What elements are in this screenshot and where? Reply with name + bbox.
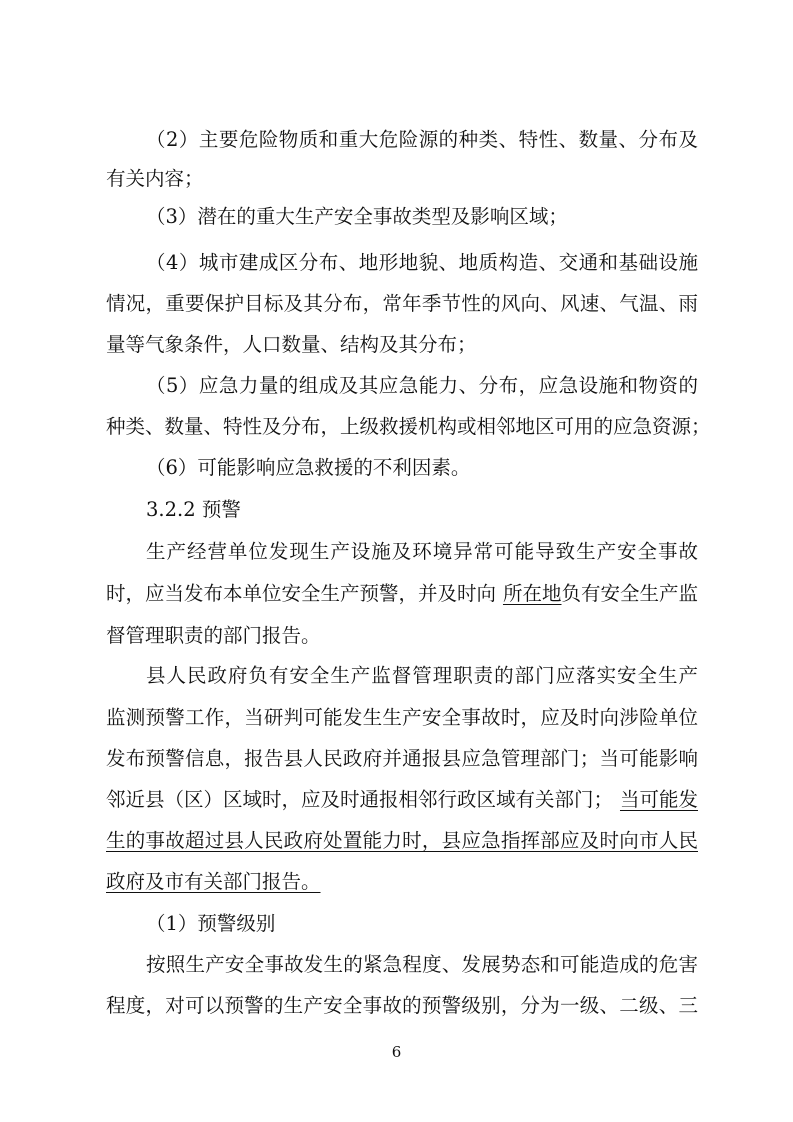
text-line: 生产经营单位发现生产设施及环境异常可能导致生产安全事故 bbox=[146, 540, 698, 563]
text-line: （5）应急力量的组成及其应急能力、分布，应急设施和物资的 bbox=[146, 374, 698, 397]
underlined-text: 所在地 bbox=[502, 582, 562, 605]
underlined-text-line bbox=[106, 868, 321, 896]
text-line: 发布预警信息，报告县人民政府并通报县应急管理部门；当可能影响 bbox=[106, 747, 698, 770]
text-line: 按照生产安全事故发生的紧急程度、发展势态和可能造成的危害 bbox=[146, 953, 698, 976]
text-line: （3）潜在的重大生产安全事故类型及影响区域； bbox=[146, 205, 568, 228]
section-heading: 3.2.2 预警 bbox=[146, 498, 241, 521]
text-line: （6）可能影响应急救援的不利因素。 bbox=[146, 456, 471, 479]
text-segment: 负有安全生产监 bbox=[561, 582, 698, 605]
text-line bbox=[106, 580, 698, 608]
underlined-text: 政府及市有关部门报告。 bbox=[106, 870, 321, 893]
text-line: 种类、数量、特性及分布，上级救援机构或相邻地区可用的应急资源； bbox=[106, 415, 711, 438]
text-line: 监测预警工作，当研判可能发生生产安全事故时，应及时向涉险单位 bbox=[106, 706, 698, 729]
text-line: 量等气象条件，人口数量、结构及其分布； bbox=[106, 333, 477, 356]
underlined-text-line: 生的事故超过县人民政府处置能力时，县应急指挥部应及时向市人民 bbox=[106, 829, 698, 852]
text-line: （4）城市建成区分布、地形地貌、地质构造、交通和基础设施 bbox=[146, 251, 698, 274]
text-segment: 时，应当发布本单位安全生产预警，并及时向 bbox=[106, 582, 497, 605]
text-line: 督管理职责的部门报告。 bbox=[106, 624, 321, 647]
text-segment: 邻近县（区）区域时，应及时通报相邻行政区域有关部门； bbox=[106, 788, 614, 811]
subheading-warning-level: （1）预警级别 bbox=[146, 912, 276, 935]
underlined-text: 当可能发 bbox=[619, 788, 698, 811]
text-line: （2）主要危险物质和重大危险源的种类、特性、数量、分布及 bbox=[146, 128, 698, 151]
text-line: 情况，重要保护目标及其分布，常年季节性的风向、风速、气温、雨 bbox=[106, 292, 698, 315]
text-line bbox=[106, 786, 698, 814]
text-line: 有关内容； bbox=[106, 167, 204, 190]
page-number: 6 bbox=[391, 1043, 402, 1061]
text-line: 程度，对可以预警的生产安全事故的预警级别，分为一级、二级、三 bbox=[106, 994, 698, 1017]
text-line: 县人民政府负有安全生产监督管理职责的部门应落实安全生产 bbox=[146, 664, 698, 687]
